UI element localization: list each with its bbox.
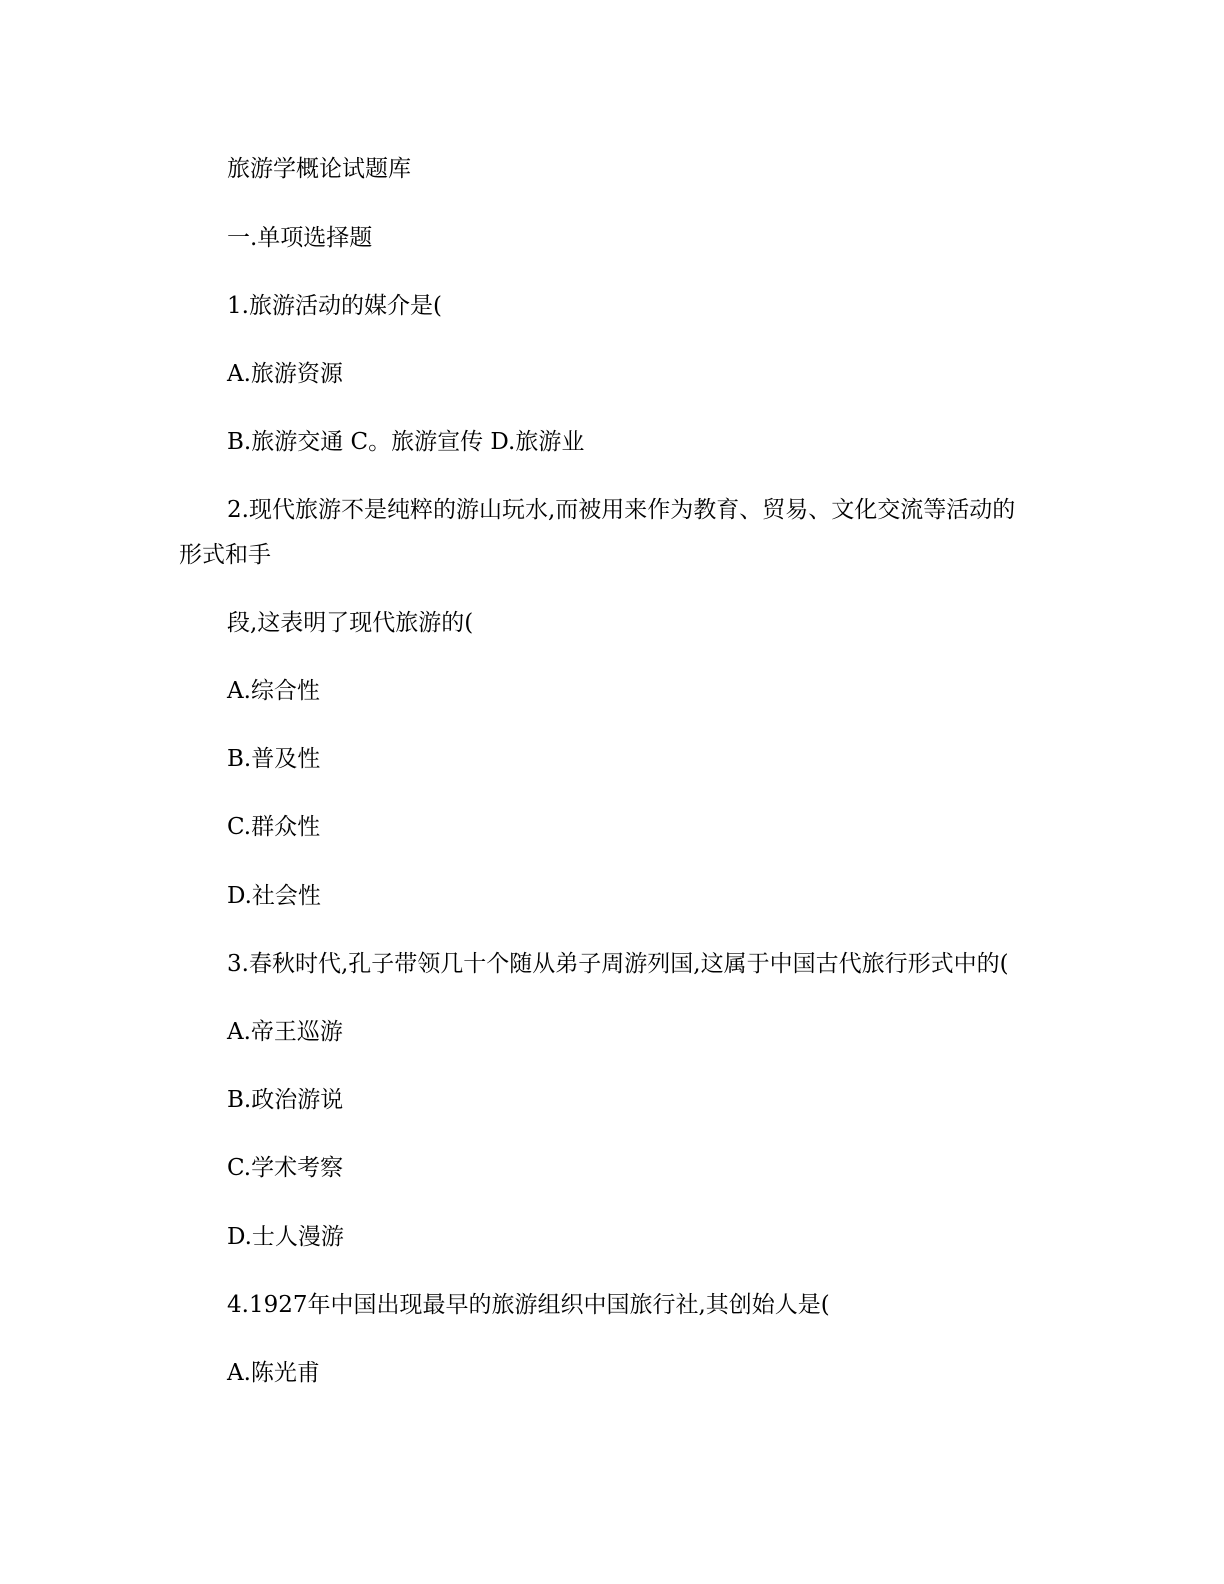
question-2-option-d: D.社会性 — [227, 883, 321, 909]
question-2-stem-line-1: 2.现代旅游不是纯粹的游山玩水,而被用来作为教育、贸易、文化交流等活动的 — [227, 497, 1016, 523]
question-2-stem-line-3: 段,这表明了现代旅游的( — [227, 610, 474, 636]
question-3-option-a: A.帝王巡游 — [227, 1019, 343, 1045]
question-2-option-b: B.普及性 — [227, 746, 321, 772]
question-3-stem: 3.春秋时代,孔子带领几十个随从弟子周游列国,这属于中国古代旅行形式中的( — [227, 951, 1009, 977]
question-3-option-c: C.学术考察 — [227, 1155, 344, 1181]
question-2-stem-line-2: 形式和手 — [179, 542, 271, 568]
question-2-option-a: A.综合性 — [227, 678, 320, 704]
question-3-option-b: B.政治游说 — [227, 1087, 344, 1113]
question-1-stem: 1.旅游活动的媒介是( — [227, 293, 442, 319]
question-4-stem: 4.1927年中国出现最早的旅游组织中国旅行社,其创始人是( — [227, 1292, 830, 1318]
question-2-option-c: C.群众性 — [227, 814, 321, 840]
question-1-options-bcd: B.旅游交通 C。旅游宣传 D.旅游业 — [227, 429, 585, 455]
section-heading: 一.单项选择题 — [227, 225, 373, 251]
question-4-option-a: A.陈光甫 — [227, 1360, 320, 1386]
document-title: 旅游学概论试题库 — [227, 156, 411, 182]
question-3-option-d: D.士人漫游 — [227, 1224, 344, 1250]
question-1-option-a: A.旅游资源 — [227, 361, 343, 387]
